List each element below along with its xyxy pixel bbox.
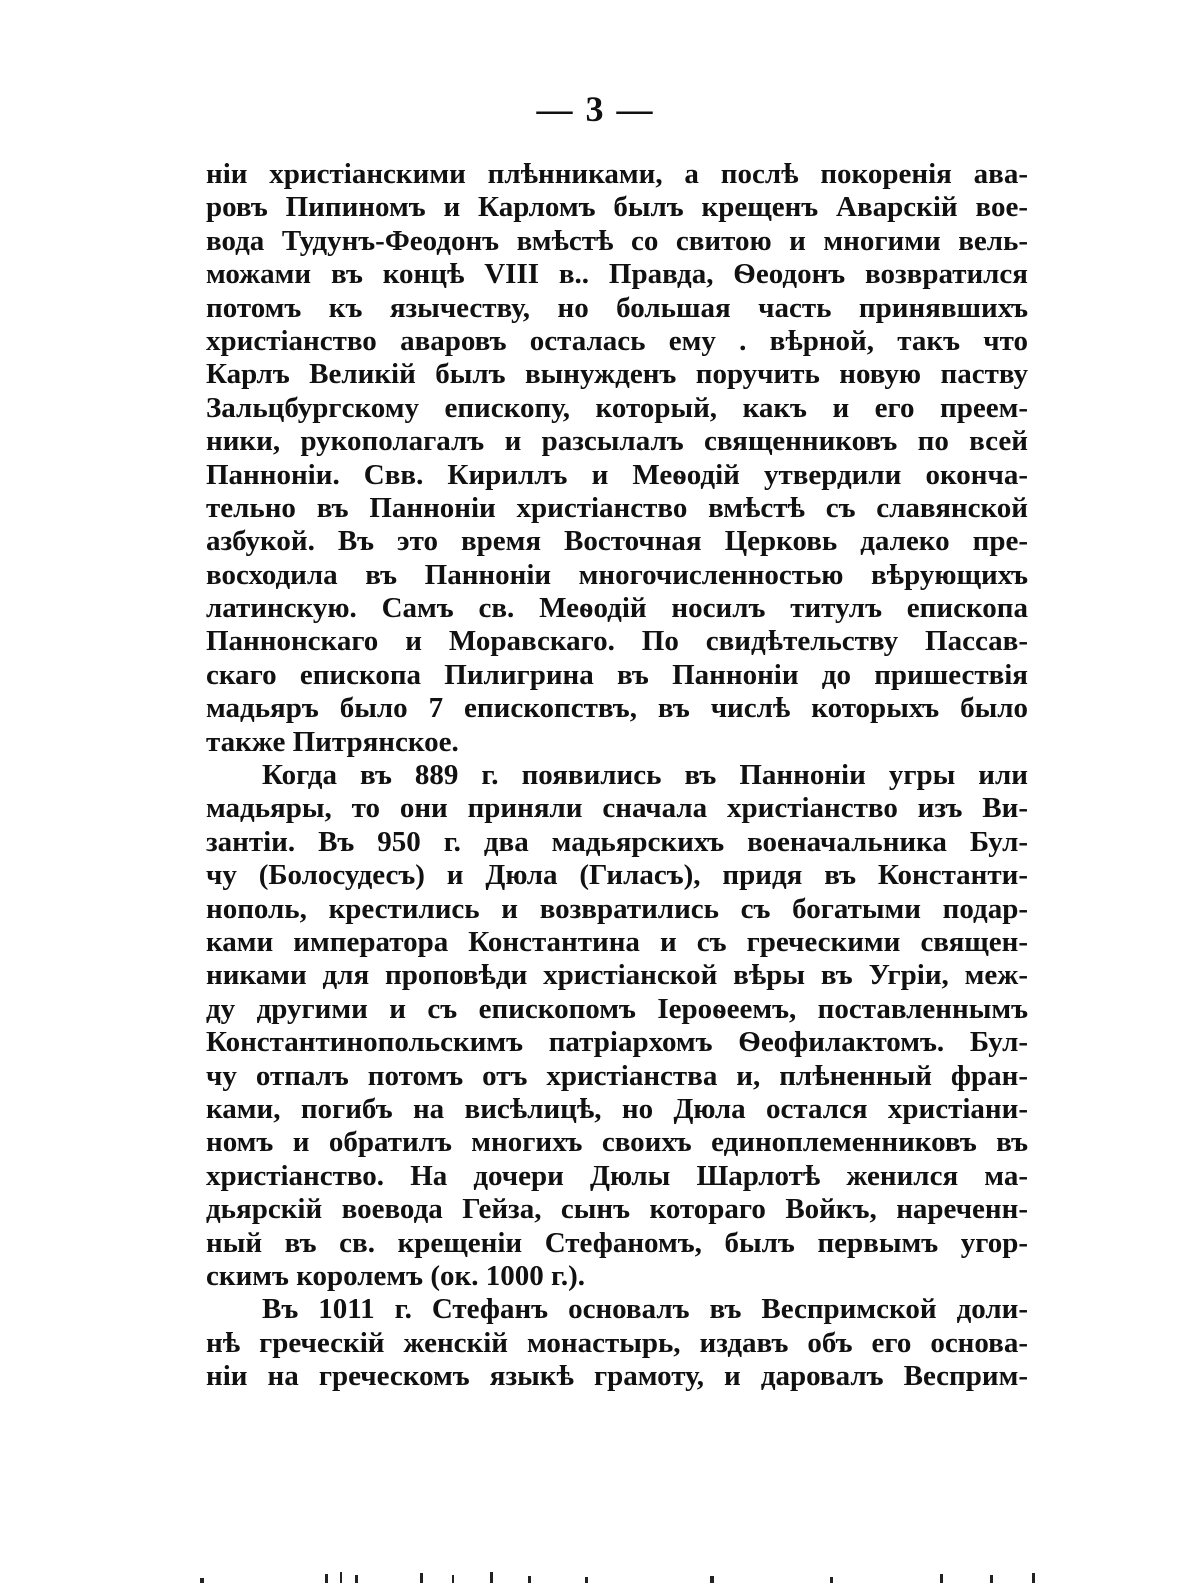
text-line: мадьяры, то они приняли сначала христiанство изъ Ви-	[206, 792, 1028, 825]
text-line: чу (Болосудесъ) и Дюла (Гиласъ), придя въ Константи-	[206, 859, 1028, 892]
text-line: христiанство. На дочери Дюлы Шарлотѣ женился ма-	[206, 1159, 1028, 1192]
text-line: нѣ греческiй женскiй монастырь, издавъ объ его основа-	[206, 1326, 1028, 1359]
paragraph-3	[206, 1293, 1028, 1393]
text-line: Паннонiи. Свв. Кириллъ и Меѳодiй утвердили оконча-	[206, 458, 1028, 491]
text-line: потомъ къ язычеству, но большая часть принявшихъ	[206, 291, 1028, 324]
text-line: Въ 1011 г. Стефанъ основалъ въ Веспримской доли-	[262, 1293, 1028, 1326]
text-line: нiи на греческомъ языкѣ грамоту, и даровалъ Весприм-	[206, 1360, 1028, 1393]
text-line: чу отпалъ потомъ отъ христiанства и, плѣненный фран-	[206, 1059, 1028, 1092]
text-line: нiи христiанскими плѣнниками, а послѣ покоренiя ава-	[206, 158, 1028, 190]
text-line: христiанство аваровъ осталась ему . вѣрной, такъ что	[206, 324, 1028, 357]
text-line: никами для проповѣди христiанской вѣры въ Угрiи, меж-	[206, 959, 1028, 992]
text-line: скимъ королемъ (ок. 1000 г.).	[206, 1259, 585, 1292]
paragraph-1	[206, 158, 1028, 759]
text-line: восходила въ Паннонiи многочисленностью вѣрующихъ	[206, 558, 1028, 591]
text-line: скаго епископа Пилигрина въ Паннонiи до пришествiя	[206, 658, 1028, 691]
text-line: ники, рукополагалъ и разсылалъ священниковъ по всей	[206, 425, 1028, 458]
body-text	[206, 158, 1028, 1393]
text-line: мадьяръ было 7 епископствъ, въ числѣ которыхъ было	[206, 692, 1028, 725]
text-line: Паннонскаго и Моравскаго. По свидѣтельству Пассав-	[206, 625, 1028, 658]
text-line: ками, погибъ на висѣлицѣ, но Дюла остался христiани-	[206, 1092, 1028, 1125]
next-page-bleed-through	[190, 1568, 1050, 1584]
text-line: зантiи. Въ 950 г. два мадьярскихъ военачальника Бул-	[206, 825, 1028, 858]
text-line: Константинопольскимъ патрiархомъ Ѳеофилактомъ. Бул-	[206, 1026, 1028, 1059]
text-line: номъ и обратилъ многихъ своихъ единоплеменниковъ въ	[206, 1126, 1028, 1159]
text-line: латинскую. Самъ св. Меѳодiй носилъ титулъ епископа	[206, 592, 1028, 625]
text-line: можами въ концѣ VIII в.. Правда, Ѳеодонъ возвратился	[206, 258, 1028, 291]
text-line: тельно въ Паннонiи христiанство вмѣстѣ съ славянской	[206, 491, 1028, 524]
text-line: Когда въ 889 г. появились въ Паннонiи угры или	[262, 759, 1028, 792]
text-line: азбукой. Въ это время Восточная Церковь далеко пре-	[206, 525, 1028, 558]
text-line: ками императора Константина и съ греческими священ-	[206, 925, 1028, 958]
page-number: — 3 —	[536, 89, 655, 129]
paragraph-2	[206, 759, 1028, 1293]
text-line: также Питрянское.	[206, 725, 459, 758]
text-line: ровъ Пипиномъ и Карломъ былъ крещенъ Аварскiй вое-	[206, 191, 1028, 224]
text-line: вода Тудунъ-Феодонъ вмѣстѣ со свитою и многими вель-	[206, 224, 1028, 257]
text-line: нополь, крестились и возвратились съ богатыми подар-	[206, 892, 1028, 925]
text-line: дьярскiй воевода Гейза, сынъ котораго Войкъ, нареченн-	[206, 1193, 1028, 1226]
text-line: ный въ св. крещенiи Стефаномъ, былъ первымъ угор-	[206, 1226, 1028, 1259]
text-line: Зальцбургскому епископу, который, какъ и его преем-	[206, 391, 1028, 424]
text-line: ду другими и съ епископомъ Iероѳеемъ, поставленнымъ	[206, 992, 1028, 1025]
text-line: Карлъ Великiй былъ вынужденъ поручить новую паству	[206, 358, 1028, 391]
